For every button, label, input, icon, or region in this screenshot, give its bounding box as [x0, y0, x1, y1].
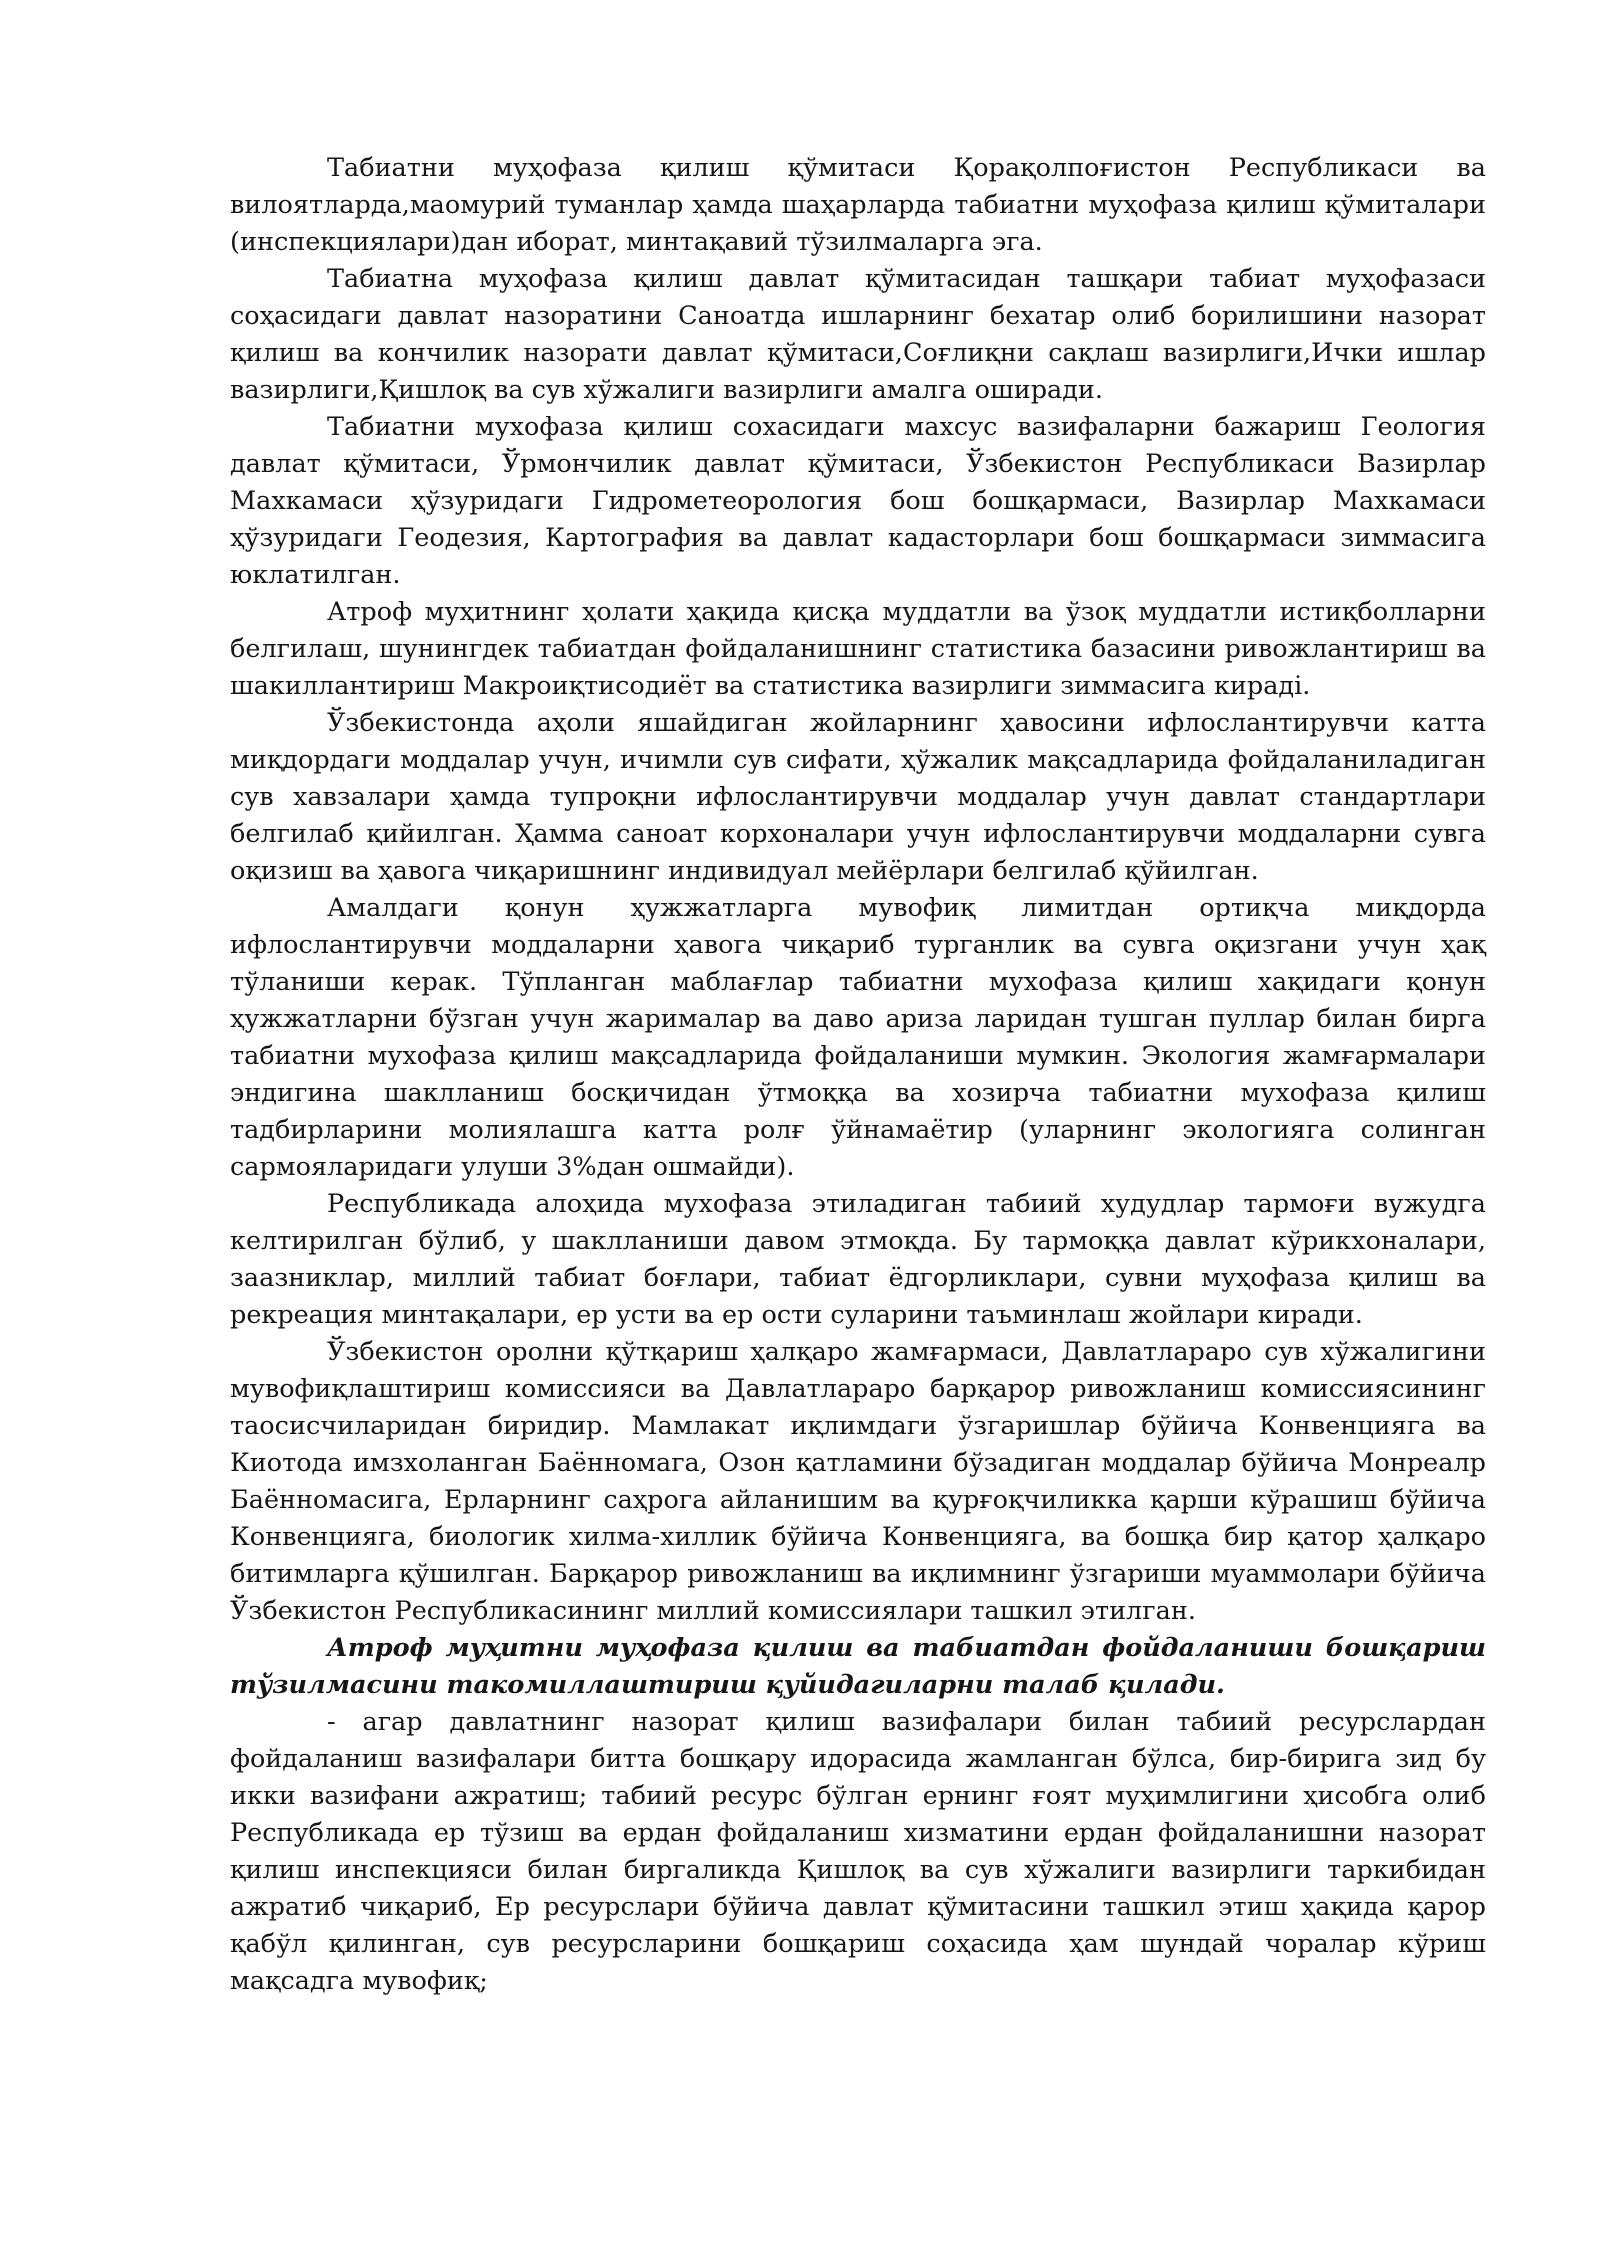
paragraph-state-control: Табиатна муҳофаза қилиш давлат қўмитасидан ташқари табиат муҳофазаси соҳасидаги давлат назоратини Саноатда ишларнинг бехатар олиб борилишини назорат қилиш ва кончилик назорати давлат қўмитаси,Соғлиқни сақлаш вазирлиги,Ички ишлар вазирлиги,Қишлоқ ва сув хўжалиги вазирлиги амалга оширади. — [230, 264, 1486, 405]
paragraph-international: Ўзбекистон оролни қўтқариш ҳалқаро жамғармаси, Давлатлараро сув хўжалигини мувофиқлаштириш комиссияси ва Давлатлараро барқарор ривожланиш комиссиясининг таосисчиларидан биридир. Мамлакат иқлимдаги ўзгаришлар бўйича Конвенцияга ва Киотода имзхоланган Баённомага, Озон қатламини бўзадиган моддалар бўйича Монреалр Баённомасига, Ерларнинг саҳрога айланишим ва қурғоқчиликка қарши кўрашиш бўйича Конвенцияга, биологик хилма-хиллик бўйича Конвенцияга, ва бошқа бир қатор ҳалқаро битимларга қўшилган. Барқарор ривожланиш ва иқлимнинг ўзгариши муаммолари бўйича Ўзбекистон Республикасининг миллий комиссиялари ташкил этилган. — [230, 1337, 1486, 1626]
paragraph-payments: Амалдаги қонун ҳужжатларга мувофиқ лимитдан ортиқча миқдорда ифлослантирувчи моддаларни ҳавога чиқариб турганлик ва сувга оқизгани учун ҳақ тўланиши керак. Тўпланган маблағлар табиатни мухофаза қилиш хақидаги қонун ҳужжатларни бўзган учун жарималар ва даво ариза ларидан тушган пуллар билан бирга табиатни мухофаза қилиш мақсадларида фойдаланиши мумкин. Экология жамғармалари эндигина шаклланиш босқичидан ўтмоққа ва хозирча табиатни мухофаза қилиш тадбирларини молиялашга катта ролғ ўйнамаётир (уларнинг экологияга солинган сармояларидаги улуши 3%дан ошмайди). — [230, 893, 1486, 1182]
paragraph-list-item: - агар давлатнинг назорат қилиш вазифалари билан табиий ресурслардан фойдаланиш вазифалари битта бошқару идорасида жамланган бўлса, бир-бирига зид бу икки вазифани ажратиш; табиий ресурс бўлган ернинг ғоят муҳимлигини ҳисобга олиб Республикада ер тўзиш ва ердан фойдаланиш хизматини ердан фойдаланишни назорат қилиш инспекцияси билан биргаликда Қишлоқ ва сув хўжалиги вазирлиги таркибидан ажратиб чиқариб, Ер ресурслари бўйича давлат қўмитасини ташкил этиш ҳақида қарор қабўл қилинган, сув ресурсларини бошқариш соҳасида ҳам шундай чоралар кўриш мақсадга мувофиқ; — [230, 1707, 1486, 1996]
paragraph-standards: Ўзбекистонда аҳоли яшайдиган жойларнинг ҳавосини ифлослантирувчи катта миқдордаги моддалар учун, ичимли сув сифати, ҳўжалик мақсадларида фойдаланиладиган сув хавзалари ҳамда тупроқни ифлослантирувчи моддалар учун давлат стандартлари белгилаб қийилган. Ҳамма саноат корхоналари учун ифлослантирувчи моддаларни сувга оқизиш ва ҳавога чиқаришнинг индивидуал мейёрлари белгилаб қўйилган. — [230, 708, 1486, 886]
paragraph-committee-structure: Табиатни муҳофаза қилиш қўмитаси Қорақолпоғистон Республикаси ва вилоятларда,маомурий туманлар ҳамда шаҳарларда табиатни муҳофаза қилиш қўмиталари (инспекциялари)дан иборат, минтақавий тўзилмаларга эга. — [230, 153, 1486, 257]
paragraph-forecasting: Атроф муҳитнинг ҳолати ҳақида қисқа муддатли ва ўзоқ муддатли истиқболларни белгилаш, шунингдек табиатдан фойдаланишнинг статистика базасини ривожлантириш ва шакиллантириш Макроиқтисодиёт ва статистика вазирлиги зиммасига кирадi. — [230, 597, 1486, 701]
paragraph-special-tasks: Табиатни мухофаза қилиш сохасидаги махсус вазифаларни бажариш Геология давлат қўмитаси, Ўрмончилик давлат қўмитаси, Ўзбекистон Республикаси Вазирлар Махкамаси ҳўзуридаги Гидрометеорология бош бошқармаси, Вазирлар Махкамаси ҳўзуридаги Геодезия, Картография ва давлат кадасторлари бош бошқармаси зиммасига юклатилган. — [230, 412, 1486, 590]
section-heading: Атроф муҳитни муҳофаза қилиш ва табиатдан фойдаланиши бошқариш тўзилмасини такомиллаштириш қуйидагиларни талаб қилади. — [230, 1633, 1486, 1700]
paragraph-protected-areas: Республикада алоҳида мухофаза этиладиган табиий худудлар тармоғи вужудга келтирилган бўлиб, у шаклланиши давом этмоқда. Бу тармоққа давлат кўрикхоналари, заазниклар, миллий табиат боғлари, табиат ёдгорликлари, сувни муҳофаза қилиш ва рекреация минтақалари, ер усти ва ер ости суларини таъминлаш жойлари киради. — [230, 1189, 1486, 1330]
document-page — [230, 150, 1486, 2000]
